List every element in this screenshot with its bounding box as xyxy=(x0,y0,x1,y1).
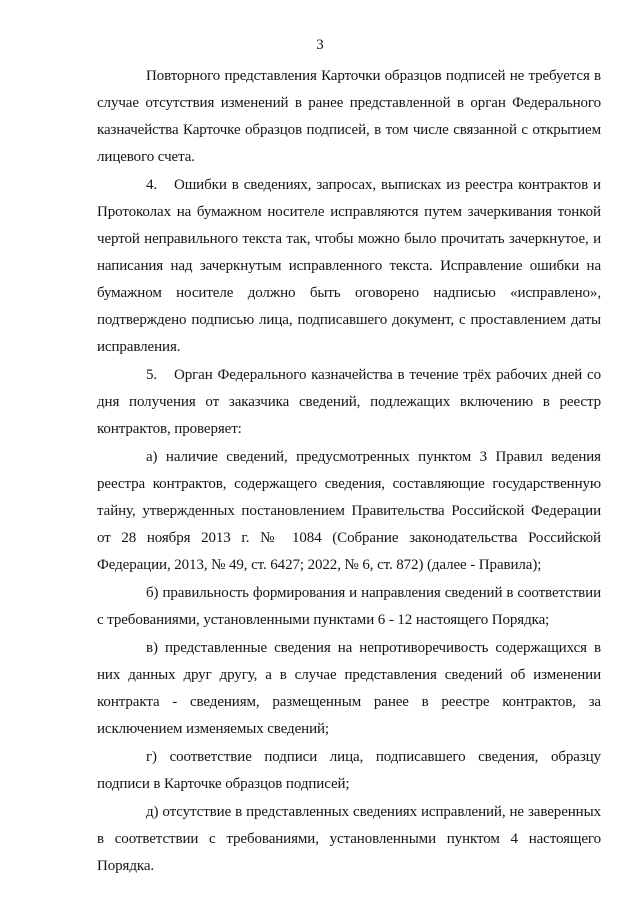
paragraph-text: б) правильность формирования и направления сведений в соответствии с требованиями, установленными пунктами 6 - 12 настоящего Порядка; xyxy=(97,585,601,628)
document-body xyxy=(97,63,601,880)
subitem-g xyxy=(97,744,601,798)
item-number: 4. xyxy=(146,177,158,193)
item-number: 5. xyxy=(146,367,158,383)
paragraph-text: Ошибки в сведениях, запросах, выписках из реестра контрактов и Протоколах на бумажном носителе исправляются путем зачеркивания тонкой чертой неправильного текста так, чтобы можно было прочитать зачеркнутое, и написания над зачеркнутым исправленного текста. Исправление ошибки на бумажном носителе должно быть оговорено надписью «исправлено», подтверждено подписью лица, подписавшего документ, с проставлением даты исправления. xyxy=(97,177,601,355)
subitem-a xyxy=(97,444,601,579)
subitem-v xyxy=(97,635,601,743)
subitem-d xyxy=(97,799,601,880)
paragraph-item-4 xyxy=(97,172,601,361)
paragraph-text: д) отсутствие в представленных сведениях исправлений, не заверенных в соответствии с требованиями, установленными пунктом 4 настоящего Порядка. xyxy=(97,804,601,874)
paragraph-text: Повторного представления Карточки образцов подписей не требуется в случае отсутствия изменений в ранее представленной в орган Федерального казначейства Карточке образцов подписей, в том числе связанной с открытием лицевого счета. xyxy=(97,68,601,165)
page-number: 3 xyxy=(316,37,324,53)
paragraph-item-5 xyxy=(97,362,601,443)
paragraph-text: г) соответствие подписи лица, подписавшего сведения, образцу подписи в Карточке образцов подписей; xyxy=(97,749,601,792)
paragraph-signature-card-resubmission xyxy=(97,63,601,171)
paragraph-text: в) представленные сведения на непротиворечивость содержащихся в них данных друг другу, а в случае представления сведений об изменении контракта - сведениям, размещенным ранее в реестре контрактов, за исключением изменяемых сведений; xyxy=(97,640,601,737)
paragraph-text: Орган Федерального казначейства в течение трёх рабочих дней со дня получения от заказчика сведений, подлежащих включению в реестр контрактов, проверяет: xyxy=(97,367,601,437)
subitem-b xyxy=(97,580,601,634)
paragraph-text: а) наличие сведений, предусмотренных пунктом 3 Правил ведения реестра контрактов, содержащего сведения, составляющие государственную тайну, утвержденных постановлением Правительства Российской Федерации от 28 ноября 2013 г. № 1084 (Собрание законодательства Российской Федерации, 2013, № 49, ст. 6427; 2022, № 6, ст. 872) (далее - Правила); xyxy=(97,449,601,573)
